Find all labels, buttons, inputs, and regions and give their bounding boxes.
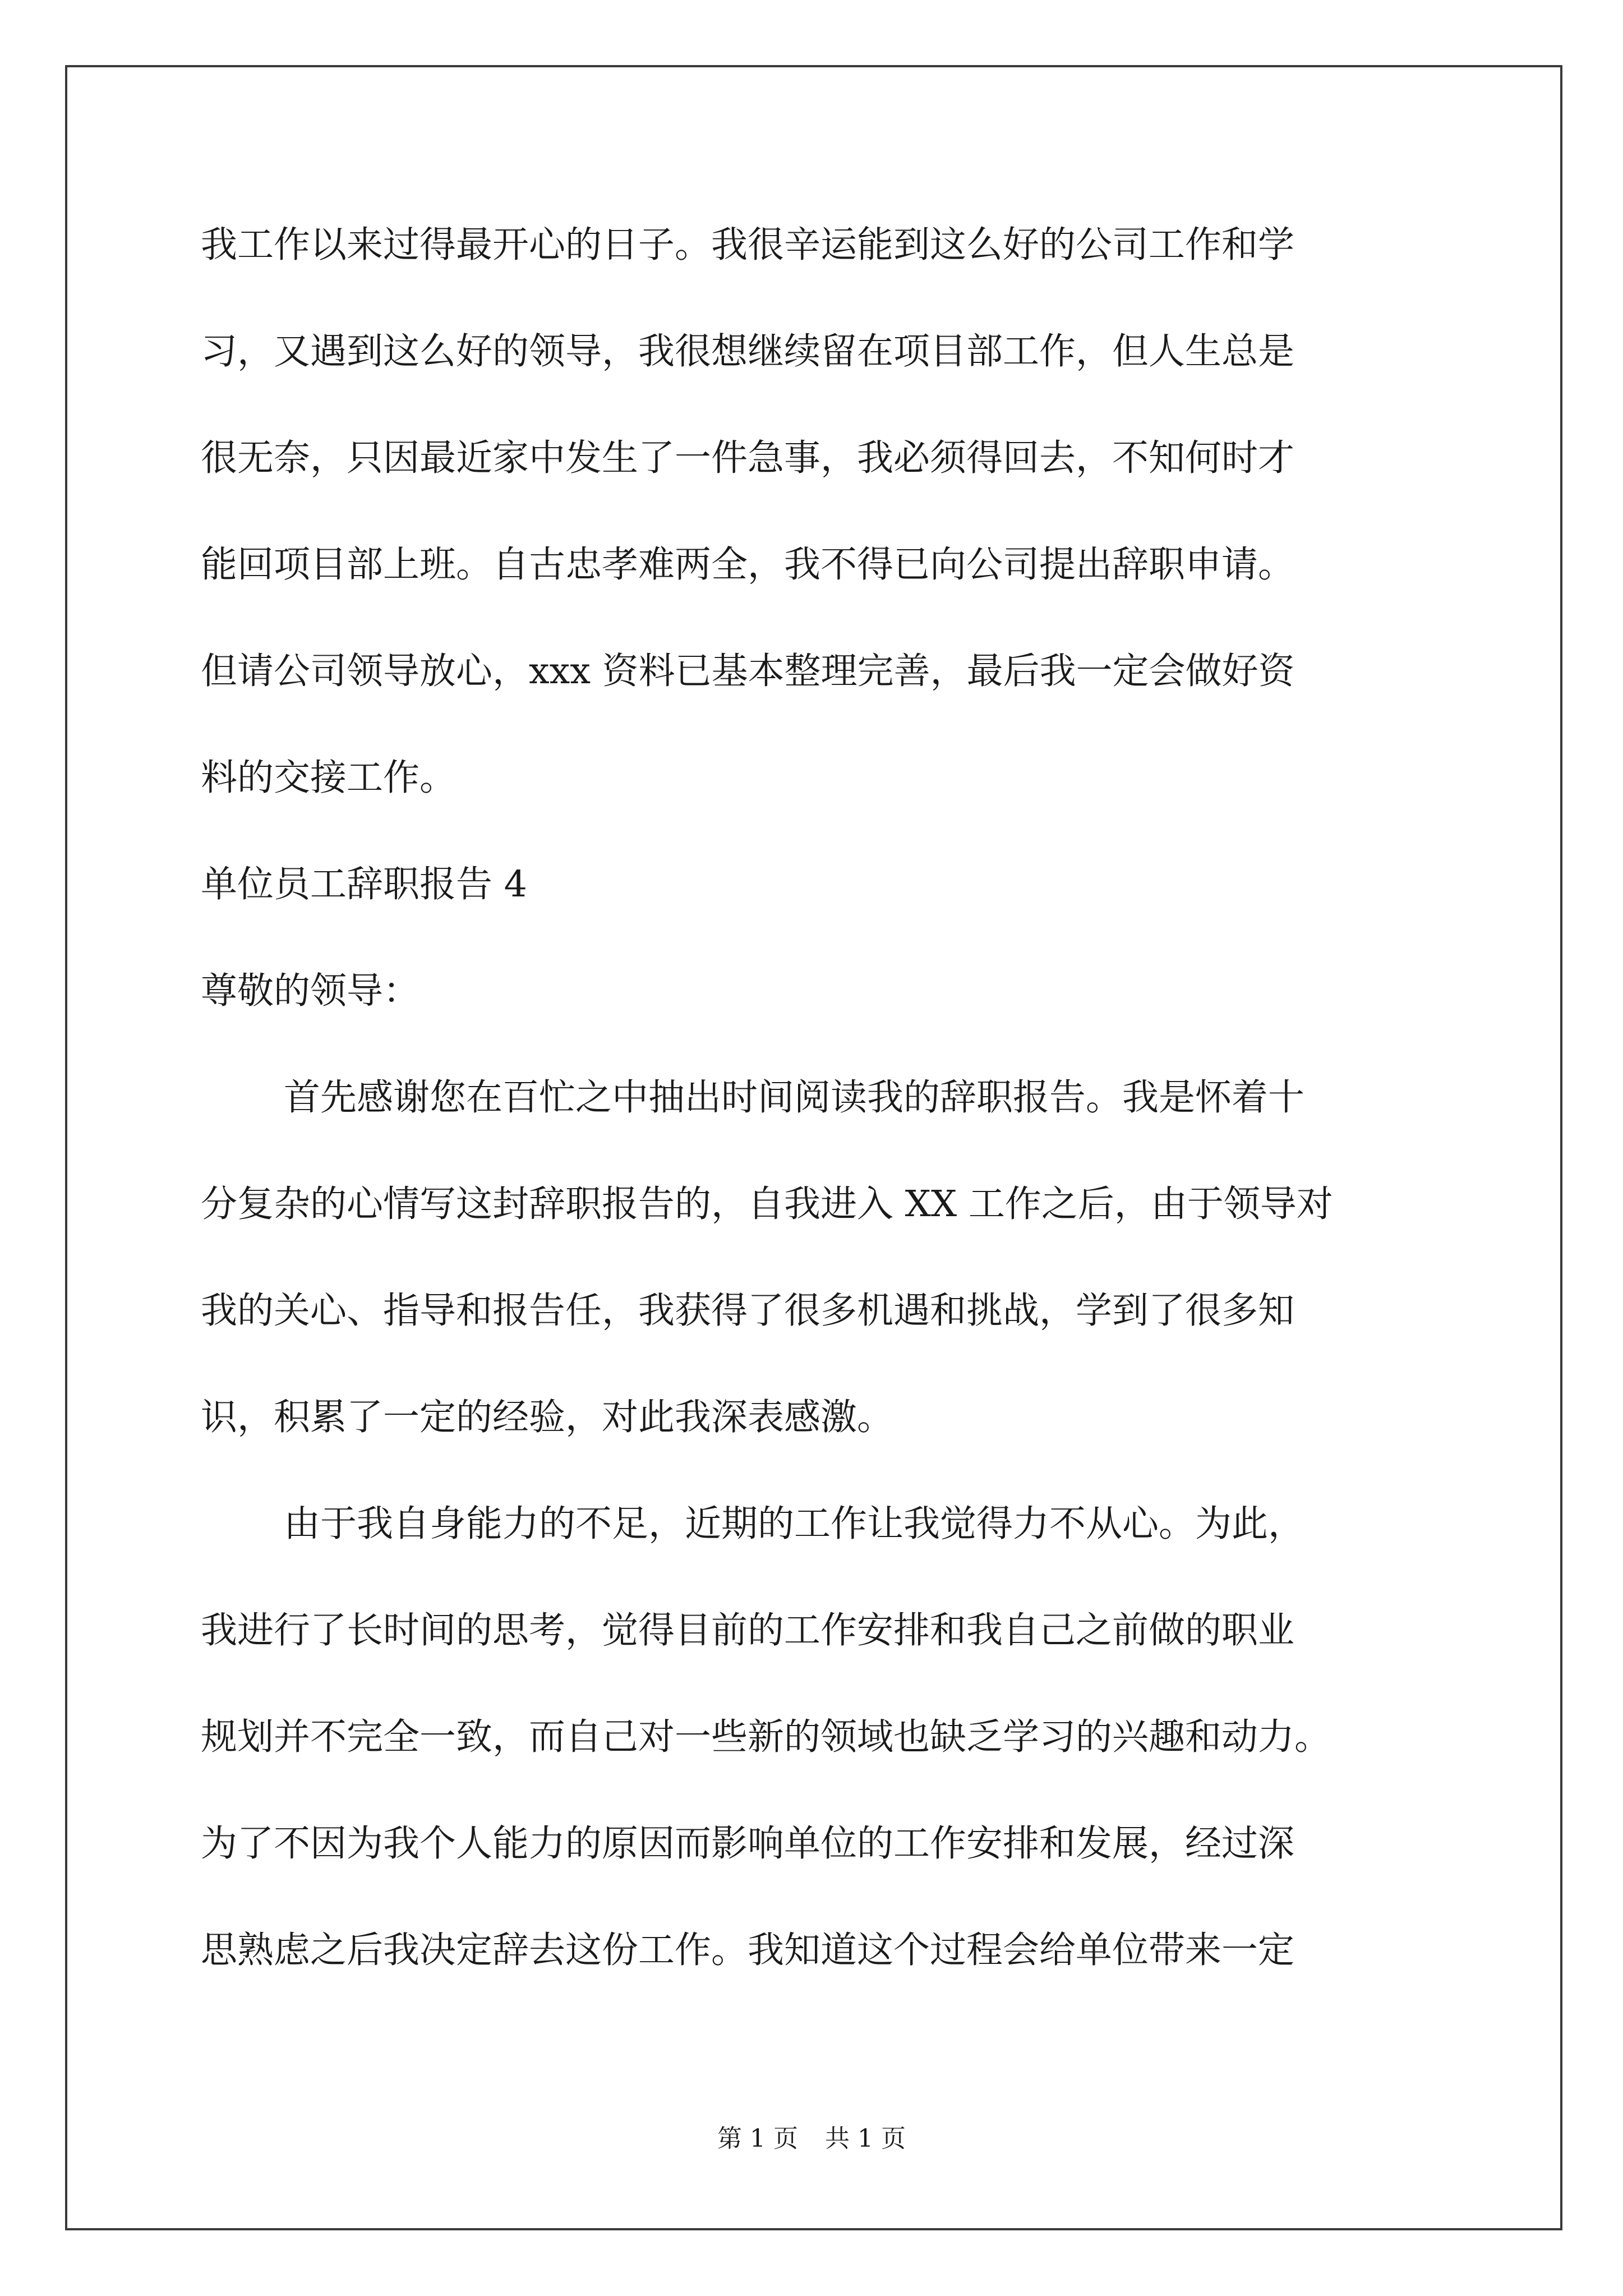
paragraph-line: 但请公司领导放心，xxx 资料已基本整理完善，最后我一定会做好资 (201, 650, 1295, 692)
paragraph-line: 规划并不完全一致，而自己对一些新的领域也缺乏学习的兴趣和动力。 (201, 1716, 1331, 1758)
paragraph-line: 很无奈，只因最近家中发生了一件急事，我必须得回去，不知何时才 (201, 437, 1295, 479)
paragraph-line: 我工作以来过得最开心的日子。我很辛运能到这么好的公司工作和学 (201, 224, 1295, 266)
paragraph-line: 我的关心、指导和报告任，我获得了很多机遇和挑战，学到了很多知 (201, 1290, 1295, 1332)
paragraph-line: 我进行了长时间的思考，觉得目前的工作安排和我自己之前做的职业 (201, 1609, 1295, 1651)
paragraph-line: 料的交接工作。 (201, 757, 457, 799)
paragraph-line: 分复杂的心情写这封辞职报告的，自我进入 XX 工作之后，由于领导对 (201, 1183, 1333, 1225)
section-title: 单位员工辞职报告 4 (201, 863, 528, 905)
page-footer (0, 2118, 1623, 2154)
paragraph-line: 首先感谢您在百忙之中抽出时间阅读我的辞职报告。我是怀着十 (284, 1076, 1305, 1119)
page-number: 第 1 页 (717, 2124, 798, 2153)
page-border (65, 65, 1562, 2230)
paragraph-line: 识，积累了一定的经验，对此我深表感激。 (201, 1396, 894, 1438)
paragraph-line: 由于我自身能力的不足，近期的工作让我觉得力不从心。为此， (284, 1503, 1305, 1545)
salutation: 尊敬的领导： (201, 970, 420, 1012)
paragraph-line: 为了不因为我个人能力的原因而影响单位的工作安排和发展，经过深 (201, 1823, 1295, 1865)
paragraph-line: 思熟虑之后我决定辞去这份工作。我知道这个过程会给单位带来一定 (201, 1929, 1295, 1971)
total-pages: 共 1 页 (825, 2124, 906, 2153)
paragraph-line: 习，又遇到这么好的领导，我很想继续留在项目部工作，但人生总是 (201, 330, 1295, 372)
paragraph-line: 能回项目部上班。自古忠孝难两全，我不得已向公司提出辞职申请。 (201, 544, 1295, 586)
